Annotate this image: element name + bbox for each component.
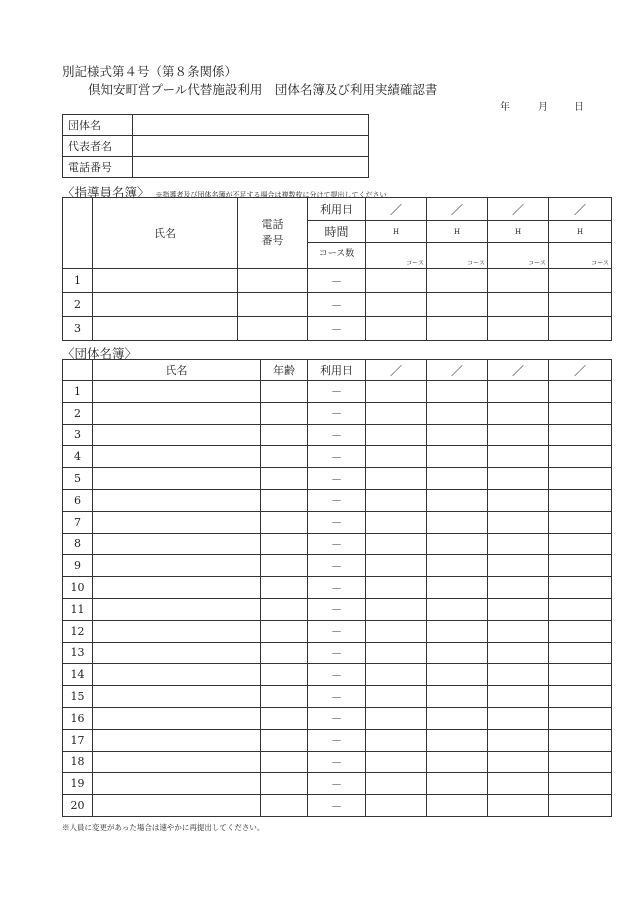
group-day1-cell[interactable] bbox=[366, 642, 427, 664]
form-label: 別記様式第４号（第８条関係） bbox=[62, 64, 238, 79]
group-row-number: 1 bbox=[63, 381, 93, 403]
group-day1-cell[interactable] bbox=[366, 577, 427, 599]
group-name-cell[interactable] bbox=[93, 598, 261, 620]
group-name-cell[interactable] bbox=[93, 773, 261, 795]
group-age-cell[interactable] bbox=[261, 511, 308, 533]
group-day1-cell[interactable] bbox=[366, 533, 427, 555]
group-name-cell[interactable] bbox=[93, 468, 261, 490]
group-day2-cell[interactable] bbox=[427, 489, 488, 511]
leader-day4-cell[interactable] bbox=[549, 293, 612, 317]
leader-course-cell-1 bbox=[366, 243, 427, 269]
group-row bbox=[63, 773, 612, 795]
group-name-header: 氏名 bbox=[93, 360, 261, 381]
group-row-number: 16 bbox=[63, 707, 93, 729]
group-age-cell[interactable] bbox=[261, 795, 308, 817]
group-day2-cell[interactable] bbox=[427, 555, 488, 577]
group-name-cell[interactable] bbox=[93, 446, 261, 468]
group-info-label: 代表者名 bbox=[63, 136, 133, 157]
leader-time-unit-3: H bbox=[488, 221, 549, 243]
group-day3-cell[interactable] bbox=[488, 795, 549, 817]
group-row bbox=[63, 642, 612, 664]
group-day3-cell[interactable] bbox=[488, 642, 549, 664]
group-dash-cell: － bbox=[308, 751, 366, 773]
leader-row-number: 2 bbox=[63, 293, 93, 317]
group-use-date-header: 利用日 bbox=[308, 360, 366, 381]
leader-row-number: 1 bbox=[63, 269, 93, 293]
group-age-cell[interactable] bbox=[261, 751, 308, 773]
leader-time-header: 時間 bbox=[308, 221, 366, 243]
leader-time-unit-4: H bbox=[549, 221, 612, 243]
leader-time-unit-1: H bbox=[366, 221, 427, 243]
group-name-cell[interactable] bbox=[93, 511, 261, 533]
group-row-number: 6 bbox=[63, 489, 93, 511]
leader-phone-header: 電話 番号 bbox=[238, 198, 308, 269]
leader-day2-cell[interactable] bbox=[427, 269, 488, 293]
group-name-cell[interactable] bbox=[93, 751, 261, 773]
group-day2-cell[interactable] bbox=[427, 577, 488, 599]
group-row-number: 20 bbox=[63, 795, 93, 817]
group-day4-cell[interactable] bbox=[549, 707, 612, 729]
group-day3-cell[interactable] bbox=[488, 468, 549, 490]
group-age-cell[interactable] bbox=[261, 664, 308, 686]
group-day2-cell[interactable] bbox=[427, 446, 488, 468]
group-age-header: 年齢 bbox=[261, 360, 308, 381]
group-day4-cell[interactable] bbox=[549, 773, 612, 795]
group-row-number: 17 bbox=[63, 729, 93, 751]
group-day4-cell[interactable] bbox=[549, 664, 612, 686]
group-row-number: 9 bbox=[63, 555, 93, 577]
leader-date-slash-4: ／ bbox=[549, 198, 612, 221]
group-day3-cell[interactable] bbox=[488, 533, 549, 555]
group-age-cell[interactable] bbox=[261, 773, 308, 795]
group-day1-cell[interactable] bbox=[366, 468, 427, 490]
group-day1-cell[interactable] bbox=[366, 402, 427, 424]
group-number-header bbox=[63, 360, 93, 381]
group-day1-cell[interactable] bbox=[366, 381, 427, 403]
group-day1-cell[interactable] bbox=[366, 773, 427, 795]
group-info-label: 団体名 bbox=[63, 115, 133, 136]
leader-course-unit-4: コース bbox=[591, 260, 609, 267]
leader-course-unit-1: コース bbox=[406, 260, 424, 267]
group-day3-cell[interactable] bbox=[488, 686, 549, 708]
group-day4-cell[interactable] bbox=[549, 489, 612, 511]
leader-name-header: 氏名 bbox=[93, 198, 238, 269]
group-row bbox=[63, 511, 612, 533]
group-age-cell[interactable] bbox=[261, 489, 308, 511]
group-row-number: 11 bbox=[63, 598, 93, 620]
group-day2-cell[interactable] bbox=[427, 511, 488, 533]
group-info-row bbox=[63, 157, 369, 178]
group-dash-cell: － bbox=[308, 511, 366, 533]
leader-day4-cell[interactable] bbox=[549, 269, 612, 293]
group-info-table bbox=[62, 114, 369, 178]
leader-day4-cell[interactable] bbox=[549, 317, 612, 341]
group-day4-cell[interactable] bbox=[549, 511, 612, 533]
group-day4-cell[interactable] bbox=[549, 577, 612, 599]
group-row bbox=[63, 381, 612, 403]
group-name-cell[interactable] bbox=[93, 577, 261, 599]
group-info-value-field[interactable] bbox=[133, 157, 369, 178]
group-day4-cell[interactable] bbox=[549, 402, 612, 424]
group-section-heading: 〈団体名簿〉 bbox=[62, 346, 138, 361]
group-name-cell[interactable] bbox=[93, 489, 261, 511]
group-day4-cell[interactable] bbox=[549, 468, 612, 490]
group-age-cell[interactable] bbox=[261, 577, 308, 599]
group-day1-cell[interactable] bbox=[366, 511, 427, 533]
group-date-slash-1: ／ bbox=[366, 360, 427, 381]
leader-time-unit-2: H bbox=[427, 221, 488, 243]
group-day2-cell[interactable] bbox=[427, 381, 488, 403]
group-dash-cell: － bbox=[308, 468, 366, 490]
group-age-cell[interactable] bbox=[261, 402, 308, 424]
group-age-cell[interactable] bbox=[261, 555, 308, 577]
group-row-number: 5 bbox=[63, 468, 93, 490]
group-day2-cell[interactable] bbox=[427, 729, 488, 751]
group-dash-cell: － bbox=[308, 577, 366, 599]
group-row bbox=[63, 707, 612, 729]
group-age-cell[interactable] bbox=[261, 598, 308, 620]
leader-name-cell[interactable] bbox=[93, 293, 238, 317]
group-day3-cell[interactable] bbox=[488, 489, 549, 511]
group-age-cell[interactable] bbox=[261, 533, 308, 555]
group-day4-cell[interactable] bbox=[549, 533, 612, 555]
leader-name-cell[interactable] bbox=[93, 269, 238, 293]
group-day2-cell[interactable] bbox=[427, 686, 488, 708]
group-dash-cell: － bbox=[308, 642, 366, 664]
group-age-cell[interactable] bbox=[261, 620, 308, 642]
leader-number-header bbox=[63, 198, 93, 269]
leader-day1-cell[interactable] bbox=[366, 317, 427, 341]
group-dash-cell: － bbox=[308, 795, 366, 817]
group-day2-cell[interactable] bbox=[427, 402, 488, 424]
leader-day1-cell[interactable] bbox=[366, 293, 427, 317]
leader-row bbox=[63, 317, 612, 341]
group-row bbox=[63, 402, 612, 424]
group-age-cell[interactable] bbox=[261, 686, 308, 708]
group-row bbox=[63, 664, 612, 686]
group-info-label: 電話番号 bbox=[63, 157, 133, 178]
group-dash-cell: － bbox=[308, 402, 366, 424]
group-date-slash-4: ／ bbox=[549, 360, 612, 381]
group-row-number: 10 bbox=[63, 577, 93, 599]
leader-phone-cell[interactable] bbox=[238, 293, 308, 317]
leader-date-slash-1: ／ bbox=[366, 198, 427, 221]
leader-course-cell-3 bbox=[488, 243, 549, 269]
group-name-cell[interactable] bbox=[93, 533, 261, 555]
group-row bbox=[63, 598, 612, 620]
group-day1-cell[interactable] bbox=[366, 424, 427, 446]
leader-day1-cell[interactable] bbox=[366, 269, 427, 293]
group-name-cell[interactable] bbox=[93, 381, 261, 403]
year-label: 年 bbox=[500, 102, 510, 113]
group-day1-cell[interactable] bbox=[366, 446, 427, 468]
group-day2-cell[interactable] bbox=[427, 468, 488, 490]
document-title: 倶知安町営プール代替施設利用 団体名簿及び利用実績確認書 bbox=[88, 82, 438, 97]
group-row bbox=[63, 795, 612, 817]
group-age-cell[interactable] bbox=[261, 642, 308, 664]
group-dash-cell: － bbox=[308, 424, 366, 446]
group-name-cell[interactable] bbox=[93, 795, 261, 817]
group-age-cell[interactable] bbox=[261, 424, 308, 446]
group-day2-cell[interactable] bbox=[427, 598, 488, 620]
group-day3-cell[interactable] bbox=[488, 511, 549, 533]
leader-name-cell[interactable] bbox=[93, 317, 238, 341]
group-dash-cell: － bbox=[308, 598, 366, 620]
group-dash-cell: － bbox=[308, 381, 366, 403]
group-day3-cell[interactable] bbox=[488, 577, 549, 599]
group-day3-cell[interactable] bbox=[488, 402, 549, 424]
leader-use-date-header: 利用日 bbox=[308, 198, 366, 221]
group-row bbox=[63, 729, 612, 751]
group-row bbox=[63, 533, 612, 555]
leader-phone-cell[interactable] bbox=[238, 317, 308, 341]
group-row bbox=[63, 489, 612, 511]
group-name-cell[interactable] bbox=[93, 729, 261, 751]
group-dash-cell: － bbox=[308, 446, 366, 468]
leader-day2-cell[interactable] bbox=[427, 293, 488, 317]
group-day4-cell[interactable] bbox=[549, 424, 612, 446]
leader-course-cell-2 bbox=[427, 243, 488, 269]
group-day4-cell[interactable] bbox=[549, 598, 612, 620]
group-name-cell[interactable] bbox=[93, 707, 261, 729]
group-row bbox=[63, 446, 612, 468]
group-dash-cell: － bbox=[308, 664, 366, 686]
group-day3-cell[interactable] bbox=[488, 424, 549, 446]
group-day3-cell[interactable] bbox=[488, 446, 549, 468]
group-day1-cell[interactable] bbox=[366, 664, 427, 686]
group-day4-cell[interactable] bbox=[549, 795, 612, 817]
group-day2-cell[interactable] bbox=[427, 795, 488, 817]
group-day4-cell[interactable] bbox=[549, 686, 612, 708]
group-row-number: 8 bbox=[63, 533, 93, 555]
group-row bbox=[63, 620, 612, 642]
group-day3-cell[interactable] bbox=[488, 598, 549, 620]
group-day4-cell[interactable] bbox=[549, 642, 612, 664]
group-dash-cell: － bbox=[308, 555, 366, 577]
group-day2-cell[interactable] bbox=[427, 620, 488, 642]
group-row bbox=[63, 555, 612, 577]
date-line bbox=[500, 98, 584, 113]
group-day2-cell[interactable] bbox=[427, 642, 488, 664]
group-row bbox=[63, 424, 612, 446]
group-name-cell[interactable] bbox=[93, 402, 261, 424]
leader-date-slash-3: ／ bbox=[488, 198, 549, 221]
group-row-number: 13 bbox=[63, 642, 93, 664]
group-row-number: 4 bbox=[63, 446, 93, 468]
group-dash-cell: － bbox=[308, 533, 366, 555]
group-date-slash-3: ／ bbox=[488, 360, 549, 381]
leader-day3-cell[interactable] bbox=[488, 293, 549, 317]
group-day3-cell[interactable] bbox=[488, 729, 549, 751]
group-info-row bbox=[63, 136, 369, 157]
group-day2-cell[interactable] bbox=[427, 707, 488, 729]
group-name-cell[interactable] bbox=[93, 555, 261, 577]
group-date-slash-2: ／ bbox=[427, 360, 488, 381]
leader-course-header: コース数 bbox=[308, 243, 366, 269]
group-age-cell[interactable] bbox=[261, 707, 308, 729]
group-age-cell[interactable] bbox=[261, 381, 308, 403]
group-dash-cell: － bbox=[308, 686, 366, 708]
leader-course-unit-2: コース bbox=[467, 260, 485, 267]
group-day4-cell[interactable] bbox=[549, 729, 612, 751]
group-age-cell[interactable] bbox=[261, 468, 308, 490]
group-day4-cell[interactable] bbox=[549, 446, 612, 468]
group-day2-cell[interactable] bbox=[427, 664, 488, 686]
group-age-cell[interactable] bbox=[261, 729, 308, 751]
group-row bbox=[63, 577, 612, 599]
group-row-number: 3 bbox=[63, 424, 93, 446]
group-dash-cell: － bbox=[308, 729, 366, 751]
group-day3-cell[interactable] bbox=[488, 664, 549, 686]
month-label: 月 bbox=[538, 102, 548, 113]
group-day2-cell[interactable] bbox=[427, 751, 488, 773]
group-dash-cell: － bbox=[308, 620, 366, 642]
leader-course-cell-4 bbox=[549, 243, 612, 269]
leader-dash-cell: － bbox=[308, 317, 366, 341]
leader-row-number: 3 bbox=[63, 317, 93, 341]
group-day1-cell[interactable] bbox=[366, 707, 427, 729]
group-day3-cell[interactable] bbox=[488, 381, 549, 403]
group-row-number: 12 bbox=[63, 620, 93, 642]
leader-day3-cell[interactable] bbox=[488, 269, 549, 293]
group-day4-cell[interactable] bbox=[549, 555, 612, 577]
group-name-cell[interactable] bbox=[93, 620, 261, 642]
group-day1-cell[interactable] bbox=[366, 795, 427, 817]
group-day3-cell[interactable] bbox=[488, 707, 549, 729]
group-day2-cell[interactable] bbox=[427, 533, 488, 555]
group-day1-cell[interactable] bbox=[366, 555, 427, 577]
leader-row bbox=[63, 293, 612, 317]
leader-day2-cell[interactable] bbox=[427, 317, 488, 341]
group-info-row bbox=[63, 115, 369, 136]
group-info-value-field[interactable] bbox=[133, 136, 369, 157]
group-day1-cell[interactable] bbox=[366, 751, 427, 773]
leader-dash-cell: － bbox=[308, 269, 366, 293]
group-day3-cell[interactable] bbox=[488, 751, 549, 773]
leader-dash-cell: － bbox=[308, 293, 366, 317]
leader-phone-cell[interactable] bbox=[238, 269, 308, 293]
leader-row bbox=[63, 269, 612, 293]
group-day4-cell[interactable] bbox=[549, 381, 612, 403]
group-name-cell[interactable] bbox=[93, 642, 261, 664]
leader-date-slash-2: ／ bbox=[427, 198, 488, 221]
group-dash-cell: － bbox=[308, 707, 366, 729]
leader-heading: 〈指導員名簿〉 bbox=[62, 185, 150, 200]
group-age-cell[interactable] bbox=[261, 446, 308, 468]
leader-table bbox=[62, 197, 612, 341]
group-name-cell[interactable] bbox=[93, 424, 261, 446]
group-day2-cell[interactable] bbox=[427, 773, 488, 795]
group-info-value-field[interactable] bbox=[133, 115, 369, 136]
group-row-number: 19 bbox=[63, 773, 93, 795]
group-dash-cell: － bbox=[308, 489, 366, 511]
group-day1-cell[interactable] bbox=[366, 620, 427, 642]
group-row-number: 2 bbox=[63, 402, 93, 424]
group-row bbox=[63, 468, 612, 490]
group-row-number: 14 bbox=[63, 664, 93, 686]
footer-note: ※人員に変更があった場合は速やかに再提出してください。 bbox=[62, 823, 265, 832]
leader-course-unit-3: コース bbox=[528, 260, 546, 267]
group-row bbox=[63, 686, 612, 708]
group-name-cell[interactable] bbox=[93, 686, 261, 708]
group-day4-cell[interactable] bbox=[549, 620, 612, 642]
group-day1-cell[interactable] bbox=[366, 686, 427, 708]
group-day4-cell[interactable] bbox=[549, 751, 612, 773]
group-day3-cell[interactable] bbox=[488, 773, 549, 795]
group-row bbox=[63, 751, 612, 773]
group-day2-cell[interactable] bbox=[427, 424, 488, 446]
leader-note: ※指導者及び団体名簿が不足する場合は複数枚に分けて提出してください bbox=[155, 191, 387, 199]
group-member-table bbox=[62, 359, 612, 817]
group-row-number: 7 bbox=[63, 511, 93, 533]
group-name-cell[interactable] bbox=[93, 664, 261, 686]
group-row-number: 15 bbox=[63, 686, 93, 708]
group-day3-cell[interactable] bbox=[488, 555, 549, 577]
day-label: 日 bbox=[574, 102, 584, 113]
group-day1-cell[interactable] bbox=[366, 729, 427, 751]
group-day1-cell[interactable] bbox=[366, 489, 427, 511]
group-day3-cell[interactable] bbox=[488, 620, 549, 642]
group-dash-cell: － bbox=[308, 773, 366, 795]
leader-day3-cell[interactable] bbox=[488, 317, 549, 341]
group-row-number: 18 bbox=[63, 751, 93, 773]
group-day1-cell[interactable] bbox=[366, 598, 427, 620]
